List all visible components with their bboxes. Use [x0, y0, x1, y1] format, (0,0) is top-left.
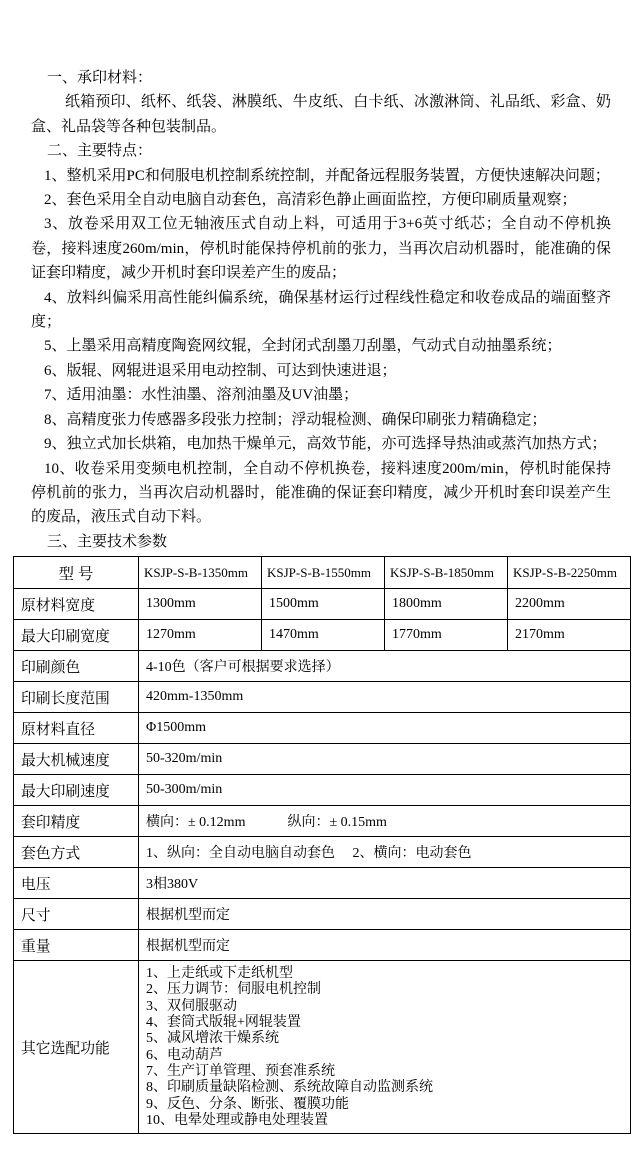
section2-heading: 二、主要特点： — [47, 143, 153, 160]
spec-value-cell: 420mm-1350mm — [139, 682, 631, 713]
section1-heading: 一、承印材料： — [47, 70, 153, 86]
spec-value-cell: 横向：± 0.12mm 纵向：± 0.15mm — [139, 806, 631, 837]
table-row — [14, 682, 631, 713]
spec-label-cell: 重量 — [14, 930, 139, 961]
model-header-cell: KSJP-S-B-2250mm — [508, 557, 631, 589]
specs-table — [13, 556, 631, 1134]
table-row — [14, 961, 631, 1134]
spec-options-cell — [139, 961, 631, 1134]
spec-label-cell: 印刷颜色 — [14, 651, 139, 682]
spec-label-cell: 最大印刷速度 — [14, 775, 139, 806]
section1-body: 纸箱预印、纸杯、纸袋、淋膜纸、牛皮纸、白卡纸、冰激淋筒、礼品纸、彩盒、奶盒、礼品袋等各种包装制品。 — [31, 94, 611, 135]
table-row — [14, 620, 631, 651]
model-header-cell: KSJP-S-B-1850mm — [385, 557, 508, 589]
spec-label-cell: 原材料直径 — [14, 713, 139, 744]
spec-value-cell: 4-10色（客户可根据要求选择） — [139, 651, 631, 682]
spec-label-cell: 印刷长度范围 — [14, 682, 139, 713]
model-header-label: 型 号 — [14, 557, 139, 589]
section3-heading: 三、主要技术参数 — [47, 533, 168, 550]
spec-value-cell: 1300mm — [139, 589, 262, 620]
spec-value-cell: 50-300m/min — [139, 775, 631, 806]
spec-value-cell: 2200mm — [508, 589, 631, 620]
option-line: 9、反色、分条、断张、覆膜功能 — [146, 1096, 349, 1112]
spec-label-cell: 电压 — [14, 868, 139, 899]
text-block — [0, 0, 640, 554]
table-row — [14, 930, 631, 961]
option-line: 8、印刷质量缺陷检测、系统故障自动监测系统 — [146, 1080, 433, 1096]
spec-value-cell: 根据机型而定 — [139, 899, 631, 930]
feature-item: 7、适用油墨：水性油墨、溶剂油墨及UV油墨； — [44, 387, 359, 404]
spec-value-cell: 50-320m/min — [139, 744, 631, 775]
table-row — [14, 868, 631, 899]
option-line: 2、压力调节：伺服电机控制 — [146, 982, 321, 998]
option-line: 7、生产订单管理、预套准系统 — [146, 1063, 335, 1079]
option-line: 10、电晕处理或静电处理装置 — [146, 1112, 328, 1128]
table-row — [14, 837, 631, 868]
spec-label-cell: 套色方式 — [14, 837, 139, 868]
spec-value-cell: 1470mm — [262, 620, 385, 651]
spec-label-cell: 套印精度 — [14, 806, 139, 837]
feature-item: 9、独立式加长烘箱，电加热干燥单元，高效节能，亦可选择导热油或蒸汽加热方式； — [44, 436, 607, 453]
feature-item: 10、收卷采用变频电机控制，全自动不停机换卷，接料速度200m/min，停机时能保持停机前的张力，当再次启动机器时，能准确的保证套印精度，减少开机时套印误差产生的废品，液压式自动下料。 — [31, 460, 611, 526]
feature-item: 8、高精度张力传感器多段张力控制；浮动辊检测、确保印刷张力精确稳定； — [44, 411, 547, 428]
option-line: 5、减风增浓干燥系统 — [146, 1031, 279, 1047]
option-line: 4、套筒式版辊+网辊装置 — [146, 1015, 301, 1031]
table-row — [14, 899, 631, 930]
feature-item: 5、上墨采用高精度陶瓷网纹辊，全封闭式刮墨刀刮墨，气动式自动抽墨系统； — [44, 338, 562, 355]
spec-label-cell: 原材料宽度 — [14, 589, 139, 620]
spec-value-cell: 1、纵向：全自动电脑自动套色 2、横向：电动套色 — [139, 837, 631, 868]
feature-item: 2、套色采用全自动电脑自动套色，高清彩色静止画面监控，方便印刷质量观察； — [44, 192, 577, 209]
feature-item: 1、整机采用PC和伺服电机控制系统控制，并配备远程服务装置，方便快速解决问题； — [44, 167, 610, 184]
model-header-cell: KSJP-S-B-1550mm — [262, 557, 385, 589]
spec-label-cell: 最大机械速度 — [14, 744, 139, 775]
spec-label-cell: 其它选配功能 — [14, 961, 139, 1134]
model-header-cell: KSJP-S-B-1350mm — [139, 557, 262, 589]
spec-label-cell: 尺寸 — [14, 899, 139, 930]
specs-table-wrap — [0, 556, 640, 1134]
spec-value-cell: 1500mm — [262, 589, 385, 620]
feature-item: 6、版辊、网辊进退采用电动控制、可达到快速进退； — [44, 362, 397, 379]
spec-value-cell: 1800mm — [385, 589, 508, 620]
table-header-row — [14, 557, 631, 589]
spec-value-cell: 2170mm — [508, 620, 631, 651]
table-row — [14, 806, 631, 837]
feature-item: 3、放卷采用双工位无轴液压式自动上料，可适用于3+6英寸纸芯；全自动不停机换卷，接料速度260m/min，停机时能保持停机前的张力，当再次启动机器时，能准确的保证套印精度，减少开机时套印误差产生的废品； — [31, 216, 611, 282]
table-row — [14, 713, 631, 744]
spec-value-cell: 1270mm — [139, 620, 262, 651]
table-row — [14, 651, 631, 682]
feature-item: 4、放料纠偏采用高性能纠偏系统，确保基材运行过程线性稳定和收卷成品的端面整齐度； — [31, 289, 611, 331]
spec-value-cell: 1770mm — [385, 620, 508, 651]
option-line: 3、双伺服驱动 — [146, 998, 237, 1014]
spec-value-cell: 根据机型而定 — [139, 930, 631, 961]
table-row — [14, 775, 631, 806]
table-row — [14, 744, 631, 775]
option-line: 6、电动葫芦 — [146, 1047, 223, 1063]
spec-label-cell: 最大印刷宽度 — [14, 620, 139, 651]
spec-value-cell: 3相380V — [139, 868, 631, 899]
features-list — [31, 164, 611, 530]
table-row — [14, 589, 631, 620]
spec-value-cell: Φ1500mm — [139, 713, 631, 744]
option-line: 1、上走纸或下走纸机型 — [146, 966, 293, 982]
